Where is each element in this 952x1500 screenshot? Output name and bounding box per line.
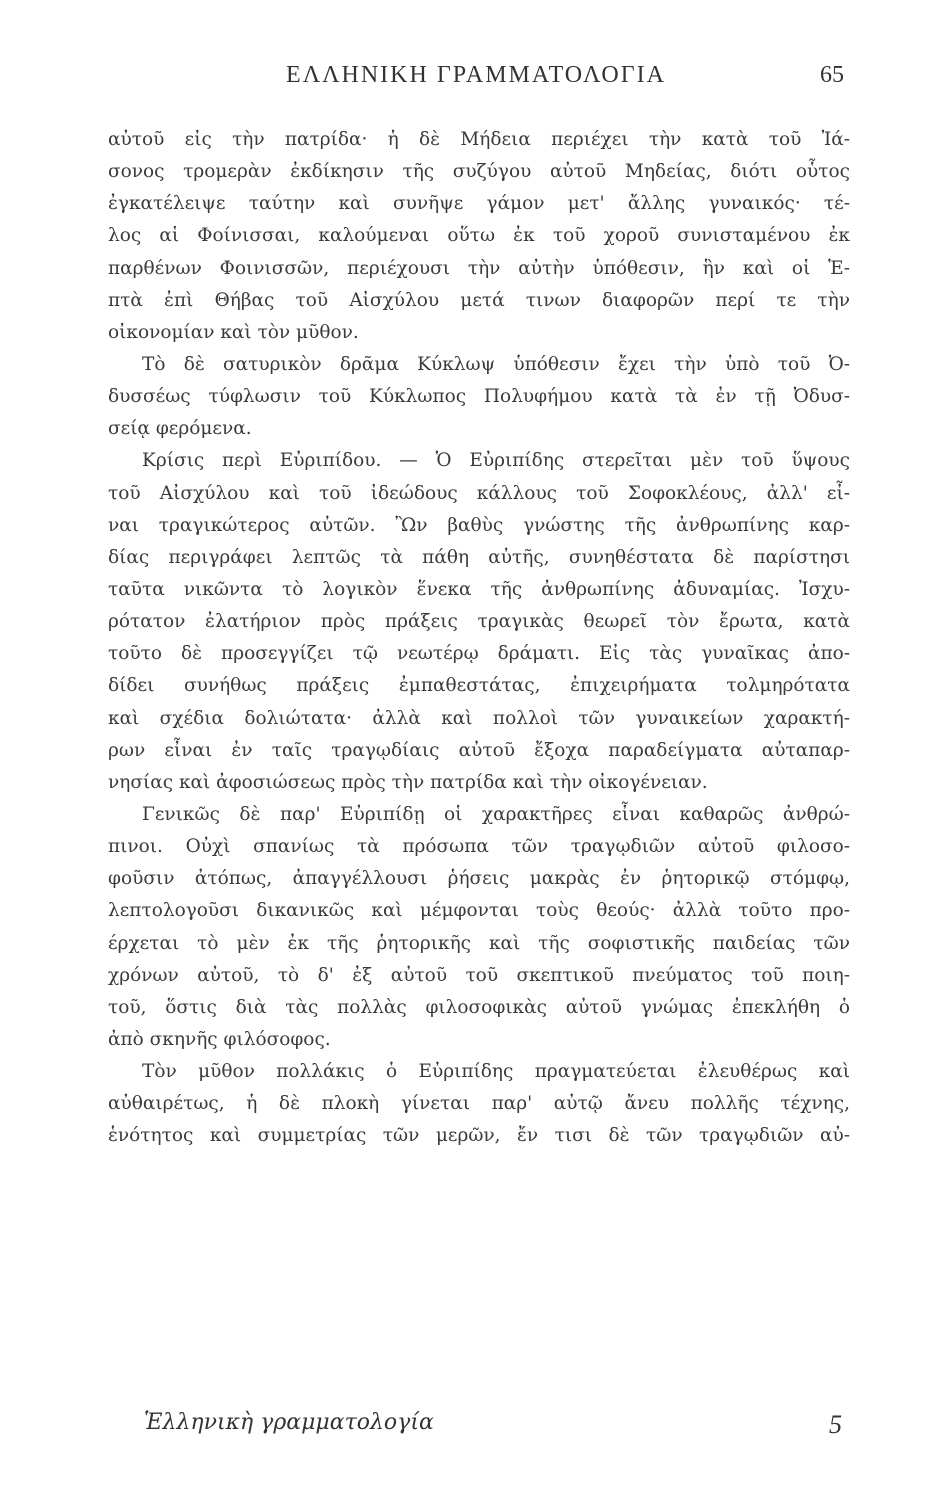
text-line: οἰκονομίαν καὶ τὸν μῦθον. — [108, 321, 359, 343]
text-line: Γενικῶς δὲ παρ' Εὐριπίδῃ οἱ χαρακτῆρες εἶναι καθαρῶς ἀνθρώ- — [142, 803, 850, 825]
text-line: αὐτοῦ εἰς τὴν πατρίδα· ἡ δὲ Μήδεια περιέχει τὴν κατὰ τοῦ Ἰά- — [108, 129, 850, 150]
text-line: ρων εἶναι ἐν ταῖς τραγῳδίαις αὐτοῦ ἔξοχα παραδείγματα αὐταπαρ- — [108, 739, 850, 761]
text-line: παρθένων Φοινισσῶν, περιέχουσι τὴν αὐτὴν ὑπόθεσιν, ἣν καὶ οἱ Ἑ- — [108, 257, 850, 279]
text-line: έρχεται τὸ μὲν ἐκ τῆς ῥητορικῆς καὶ τῆς σοφιστικῆς παιδείας τῶν — [108, 932, 850, 954]
text-line: Κρίσις περὶ Εὐριπίδου. — Ὁ Εὐριπίδης στερεῖται μὲν τοῦ ὕψους — [142, 450, 850, 472]
text-line: σονος τρομερὰν ἐκδίκησιν τῆς συζύγου αὐτοῦ Μηδείας, διότι οὗτος — [108, 161, 850, 183]
text-line: ρότατον ἐλατήριον πρὸς πράξεις τραγικὰς θεωρεῖ τὸν ἔρωτα, κατὰ — [108, 611, 850, 633]
text-line: καὶ σχέδια δολιώτατα· ἀλλὰ καὶ πολλοὶ τῶν γυναικείων χαρακτή- — [108, 707, 850, 729]
text-line: Τὸ δὲ σατυρικὸν δρᾶμα Κύκλωψ ὑπόθεσιν ἔχει τὴν ὑπὸ τοῦ Ὀ- — [142, 353, 850, 375]
text-line: τοῦ Αἰσχύλου καὶ τοῦ ἰδεώδους κάλλους τοῦ Σοφοκλέους, ἀλλ' εἶ- — [108, 482, 850, 504]
text-line: δυσσέως τύφλωσιν τοῦ Κύκλωπος Πολυφήμου κατὰ τὰ ἐν τῇ Ὀδυσ- — [108, 386, 850, 408]
text-line: τοῦτο δὲ προσεγγίζει τῷ νεωτέρῳ δράματι. Εἰς τὰς γυναῖκας ἀπο- — [108, 643, 850, 665]
text-line: αὐθαιρέτως, ἡ δὲ πλοκὴ γίνεται παρ' αὐτῷ ἄνευ πολλῆς τέχνης, — [108, 1093, 850, 1115]
text-line: ἑνότητος καὶ συμμετρίας τῶν μερῶν, ἔν τισι δὲ τῶν τραγῳδιῶν αὐ- — [108, 1125, 850, 1147]
text-line: χρόνων αὐτοῦ, τὸ δ' ἐξ αὐτοῦ τοῦ σκεπτικοῦ πνεύματος τοῦ ποιη- — [108, 964, 850, 986]
text-line: ἀπὸ σκηνῆς φιλόσοφος. — [108, 1028, 331, 1050]
page-footer — [144, 1410, 842, 1450]
text-line: ἐγκατέλειψε ταύτην καὶ συνῆψε γάμον μετ' ἄλλης γυναικός· τέ- — [108, 193, 850, 215]
text-line: σείᾳ φερόμενα. — [108, 418, 252, 440]
signature-mark: 5 — [829, 1410, 842, 1439]
text-line: ναι τραγικώτερος αὐτῶν. Ὢν βαθὺς γνώστης τῆς ἀνθρωπίνης καρ- — [108, 514, 850, 536]
footer-book-title: Ἑλληνικὴ γραμματολογία — [144, 1410, 434, 1435]
text-line: φοῦσιν ἀτόπως, ἀπαγγέλλουσι ῥήσεις μακρὰς ἐν ῥητορικῷ στόμφῳ, — [108, 868, 850, 890]
text-line: νησίας καὶ ἀφοσιώσεως πρὸς τὴν πατρίδα καὶ τὴν οἰκογένειαν. — [108, 771, 708, 793]
text-line: πινοι. Οὐχὶ σπανίως τὰ πρόσωπα τῶν τραγῳδιῶν αὐτοῦ φιλοσο- — [108, 836, 850, 858]
running-head — [108, 58, 844, 98]
text-line: τοῦ, ὅστις διὰ τὰς πολλὰς φιλοσοφικὰς αὐτοῦ γνώμας ἐπεκλήθη ὁ — [108, 996, 850, 1018]
text-line: λεπτολογοῦσι δικανικῶς καὶ μέμφονται τοὺς θεούς· ἀλλὰ τοῦτο προ- — [108, 900, 850, 922]
text-line: λος αἱ Φοίνισσαι, καλούμεναι οὕτω ἐκ τοῦ χοροῦ συνισταμένου ἐκ — [108, 225, 850, 247]
text-line: πτὰ ἐπὶ Θήβας τοῦ Αἰσχύλου μετά τινων διαφορῶν περί τε τὴν — [108, 289, 850, 311]
text-line: δίδει συνήθως πράξεις ἐμπαθεστάτας, ἐπιχειρήματα τολμηρότατα — [108, 675, 850, 697]
page-number: 65 — [820, 62, 844, 88]
text-line: Τὸν μῦθον πολλάκις ὁ Εὐριπίδης πραγματεύεται ἐλευθέρως καὶ — [142, 1061, 850, 1083]
running-title: ΕΛΛΗΝΙΚΗ ΓΡΑΜΜΑΤΟΛΟΓΙΑ — [286, 62, 666, 88]
text-line: δίας περιγράφει λεπτῶς τὰ πάθη αὐτῆς, συνηθέστατα δὲ παρίστησι — [108, 546, 850, 568]
body-text — [108, 124, 850, 1153]
text-line: ταῦτα νικῶντα τὸ λογικὸν ἕνεκα τῆς ἀνθρωπίνης ἀδυναμίας. Ἰσχυ- — [108, 578, 850, 600]
